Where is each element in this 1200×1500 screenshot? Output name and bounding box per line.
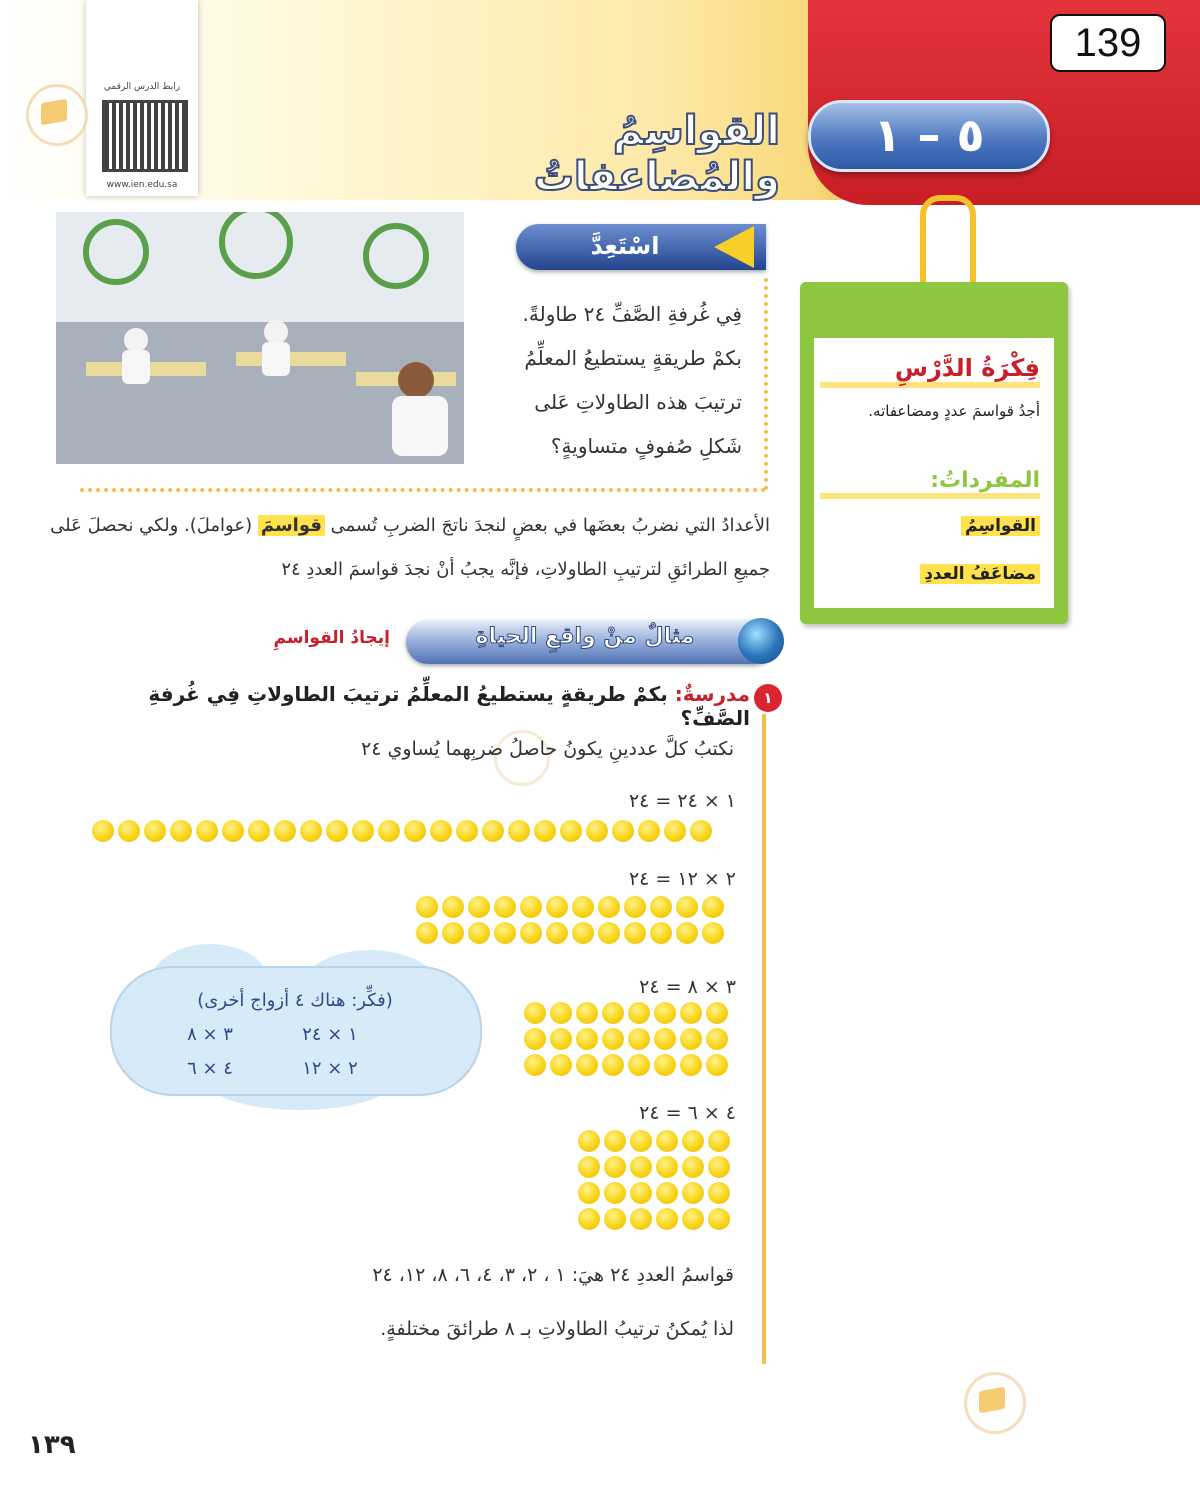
counter-dot	[442, 896, 464, 918]
counter-dot	[602, 1054, 624, 1076]
counter-dot	[578, 1130, 600, 1152]
counter-dot	[690, 820, 712, 842]
lesson-idea-card	[800, 282, 1068, 624]
counter-dot	[702, 896, 724, 918]
cloud-pair: ١ × ٢٤	[302, 1024, 358, 1045]
counter-dot	[326, 820, 348, 842]
counter-dot	[624, 922, 646, 944]
watermark-logo-icon	[26, 84, 88, 146]
ready-line: فِي غُرفةِ الصَّفِّ ٢٤ طاولةً.	[522, 302, 742, 326]
counter-dot	[708, 1182, 730, 1204]
page-number: 139	[1050, 14, 1166, 72]
counter-dot	[628, 1002, 650, 1024]
counter-dot	[598, 896, 620, 918]
counter-dot	[550, 1028, 572, 1050]
classroom-photo	[56, 212, 464, 464]
counter-dot	[604, 1130, 626, 1152]
globe-icon	[738, 618, 784, 664]
vocab-heading: المفرداتُ:	[820, 468, 1040, 499]
counter-dot	[508, 820, 530, 842]
counter-dot	[656, 1182, 678, 1204]
factors-line: قواسمُ العددِ ٢٤ هيَ: ١ ، ٢، ٣، ٤، ٦، ٨، ١٢، ٢٤	[372, 1264, 734, 1286]
cloud-title: (فكِّر: هناك ٤ أزواج أخرى)	[197, 990, 393, 1011]
counter-dot	[708, 1130, 730, 1152]
cloud-pair: ٤ × ٦	[187, 1058, 233, 1079]
qr-url: www.ien.edu.sa	[106, 180, 178, 190]
counter-dot	[118, 820, 140, 842]
ready-line: بكمْ طريقةٍ يستطيعُ المعلِّمُ	[524, 346, 742, 370]
counter-dot	[604, 1208, 626, 1230]
question-text: بكمْ طريقةٍ يستطيعُ المعلِّمُ ترتيبَ الطاولاتِ فِي غُرفةِ الصَّفِّ؟	[148, 682, 750, 730]
counter-dot	[630, 1130, 652, 1152]
counter-dot	[682, 1156, 704, 1178]
ready-text	[480, 292, 742, 468]
paragraph-text: الأعدادُ التي نضربُ بعضَها في بعضٍ لنجدَ ناتجَ الضربِ تُسمى	[330, 515, 770, 536]
counter-dot	[654, 1054, 676, 1076]
counter-dot	[702, 922, 724, 944]
book-icon	[979, 1387, 1005, 1414]
counter-dot	[578, 1208, 600, 1230]
ready-label: اسْتَعِدَّ	[590, 232, 660, 260]
counter-dot	[378, 820, 400, 842]
equation: ٢ × ١٢ = ٢٤	[628, 868, 736, 890]
dot-array-3x8	[524, 1002, 728, 1076]
counter-dot	[92, 820, 114, 842]
counter-dot	[708, 1156, 730, 1178]
counter-dot	[300, 820, 322, 842]
classroom-illustration	[56, 212, 464, 464]
counter-dot	[630, 1156, 652, 1178]
vocab-item: القواسِمُ	[961, 516, 1040, 536]
counter-dot	[602, 1002, 624, 1024]
counter-dot	[546, 922, 568, 944]
counter-dot	[416, 922, 438, 944]
counter-dot	[576, 1054, 598, 1076]
counter-dot	[612, 820, 634, 842]
equation: ١ × ٢٤ = ٢٤	[628, 790, 736, 812]
counter-dot	[708, 1208, 730, 1230]
counter-dot	[404, 820, 426, 842]
counter-dot	[248, 820, 270, 842]
counter-dot	[682, 1182, 704, 1204]
book-icon	[41, 99, 67, 126]
counter-dot	[534, 820, 556, 842]
counter-dot	[578, 1156, 600, 1178]
counter-dot	[676, 896, 698, 918]
dot-array-2x12	[416, 896, 724, 944]
counter-dot	[274, 820, 296, 842]
counter-dot	[576, 1002, 598, 1024]
counter-dot	[520, 922, 542, 944]
counter-dot	[664, 820, 686, 842]
counter-dot	[604, 1156, 626, 1178]
counter-dot	[560, 820, 582, 842]
qr-label: رابط الدرس الرقمي	[103, 82, 181, 92]
section-divider	[80, 488, 766, 492]
counter-dot	[144, 820, 166, 842]
counter-dot	[706, 1054, 728, 1076]
example-rule	[762, 714, 766, 1364]
intro-paragraph	[40, 504, 770, 592]
counter-dot	[576, 1028, 598, 1050]
example-banner-label: مثالٌ منْ واقعِ الحياةِ	[475, 624, 695, 649]
vocab-item: مضاعَفُ العددِ	[920, 564, 1040, 584]
counter-dot	[550, 1002, 572, 1024]
counter-dot	[654, 1002, 676, 1024]
counter-dot	[656, 1208, 678, 1230]
paragraph-text: (عواملَ). ولكي نحصلَ عَلى جميعِ الطرائقِ لترتيبِ الطاولاتِ، فإنَّه يجبُ أنْ نجدَ قواسمَ العددِ ٢٤	[50, 515, 770, 580]
example-question	[110, 682, 750, 730]
instruction-text: نكتبُ كلَّ عددينِ يكونُ حاصلُ ضربِهما يُساوي ٢٤	[361, 738, 734, 760]
watermark-logo-icon	[964, 1372, 1026, 1434]
counter-dot	[706, 1028, 728, 1050]
counter-dot	[170, 820, 192, 842]
counter-dot	[222, 820, 244, 842]
counter-dot	[482, 820, 504, 842]
counter-dot	[638, 820, 660, 842]
counter-dot	[650, 896, 672, 918]
footer-page-number: ١٣٩	[28, 1430, 76, 1460]
counter-dot	[494, 896, 516, 918]
counter-dot	[680, 1028, 702, 1050]
dot-array-4x6	[578, 1130, 730, 1230]
counter-dot	[352, 820, 374, 842]
lesson-number: ٥ – ١	[808, 100, 1050, 172]
counter-dot	[598, 922, 620, 944]
counter-dot	[656, 1130, 678, 1152]
counter-dot	[680, 1054, 702, 1076]
counter-dot	[524, 1002, 546, 1024]
counter-dot	[586, 820, 608, 842]
counter-dot	[546, 896, 568, 918]
lesson-title: القواسِمُ والمُضاعفاتُ	[533, 108, 780, 200]
example-number: ١	[754, 684, 782, 712]
counter-dot	[680, 1002, 702, 1024]
counter-dot	[494, 922, 516, 944]
qr-code-icon[interactable]	[102, 100, 188, 172]
dot-array-1x24	[92, 820, 712, 842]
counter-dot	[706, 1002, 728, 1024]
counter-dot	[572, 896, 594, 918]
arrow-icon	[714, 226, 754, 268]
counter-dot	[630, 1208, 652, 1230]
counter-dot	[676, 922, 698, 944]
counter-dot	[578, 1182, 600, 1204]
question-label: مدرسةٌ:	[674, 682, 750, 706]
counter-dot	[656, 1156, 678, 1178]
counter-dot	[524, 1054, 546, 1076]
section-divider	[764, 278, 768, 490]
counter-dot	[456, 820, 478, 842]
equation: ٤ × ٦ = ٢٤	[639, 1102, 736, 1124]
counter-dot	[628, 1028, 650, 1050]
counter-dot	[416, 896, 438, 918]
cloud-pair: ٢ × ١٢	[302, 1058, 358, 1079]
ready-line: شَكلِ صُفوفٍ متساويةٍ؟	[550, 434, 742, 458]
counter-dot	[630, 1182, 652, 1204]
counter-dot	[442, 922, 464, 944]
counter-dot	[524, 1028, 546, 1050]
counter-dot	[196, 820, 218, 842]
conclusion-line: لذا يُمكنُ ترتيبُ الطاولاتِ بـ ٨ طرائقَ مختلفةٍ.	[380, 1318, 734, 1340]
counter-dot	[430, 820, 452, 842]
counter-dot	[520, 896, 542, 918]
counter-dot	[624, 896, 646, 918]
counter-dot	[468, 922, 490, 944]
ready-line: ترتيبَ هذه الطاولاتِ عَلى	[534, 390, 742, 414]
idea-text: أجدُ قواسمَ عددٍ ومضاعفاته.	[868, 402, 1040, 420]
counter-dot	[602, 1028, 624, 1050]
counter-dot	[650, 922, 672, 944]
counter-dot	[550, 1054, 572, 1076]
idea-heading: فِكْرَةُ الدَّرْسِ	[820, 354, 1040, 388]
counter-dot	[572, 922, 594, 944]
counter-dot	[604, 1182, 626, 1204]
example-subtitle: إيجادُ القواسمِ	[273, 628, 390, 648]
equation: ٣ × ٨ = ٢٤	[639, 976, 736, 998]
counter-dot	[654, 1028, 676, 1050]
qr-card[interactable]	[86, 0, 198, 196]
cloud-pair: ٣ × ٨	[187, 1024, 233, 1045]
counter-dot	[682, 1208, 704, 1230]
counter-dot	[468, 896, 490, 918]
counter-dot	[628, 1054, 650, 1076]
idea-card-body	[814, 338, 1054, 608]
counter-dot	[682, 1130, 704, 1152]
highlighted-term: قواسمَ	[258, 515, 325, 536]
